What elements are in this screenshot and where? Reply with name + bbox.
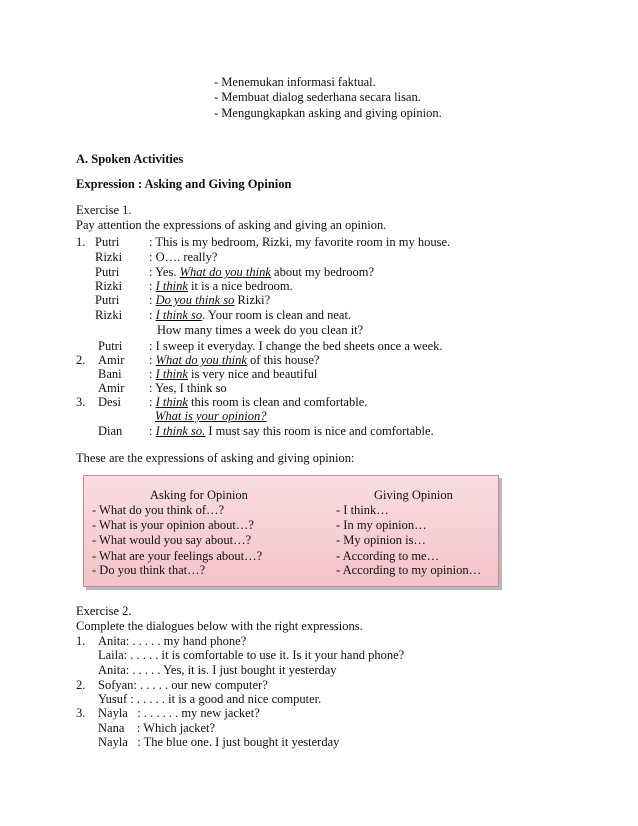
speaker-name: Amir xyxy=(98,381,125,395)
exercise2-instruction: Complete the dialogues below with the right expressions. xyxy=(76,619,363,633)
giving-header: Giving Opinion xyxy=(374,488,453,502)
dialog-line xyxy=(155,409,266,423)
speaker-name: Dian xyxy=(98,424,123,438)
speaker-name: Bani xyxy=(98,367,122,381)
ex2-line: Nayla : . . . . . . my new jacket? xyxy=(98,706,260,720)
asking-item: - What are your feelings about…? xyxy=(92,549,263,563)
exercise1-title: Exercise 1. xyxy=(76,203,132,217)
speaker-name: Amir xyxy=(98,353,125,367)
ex2-line: Anita: . . . . . Yes, it is. I just bought it yesterday xyxy=(98,663,337,677)
dialog-line: : This is my bedroom, Rizki, my favorite room in my house. xyxy=(149,235,451,249)
ex2-line: Laila: . . . . . it is comfortable to use it. Is it your hand phone? xyxy=(98,648,405,662)
speaker-name: Putri xyxy=(98,339,123,353)
dialog-line: : I think so. I must say this room is nice and comfortable. xyxy=(149,424,434,438)
expressions-table xyxy=(83,475,499,587)
expression-title: Expression : Asking and Giving Opinion xyxy=(76,177,292,191)
objective-1: - Menemukan informasi faktual. xyxy=(214,75,376,89)
expression-highlight: I think so xyxy=(155,308,203,322)
expression-highlight: What do you think xyxy=(155,353,247,367)
expression-highlight: What do you think xyxy=(179,265,271,279)
ex2-dialog2-number: 2. xyxy=(76,678,86,692)
speaker-name: Desi xyxy=(98,395,121,409)
dialog1-number: 1. xyxy=(76,235,86,249)
dialog-line: : I think so. Your room is clean and neat. xyxy=(149,308,352,322)
expressions-intro: These are the expressions of asking and giving opinion: xyxy=(76,451,355,465)
asking-item: - What would you say about…? xyxy=(92,533,252,547)
speaker-name: Putri xyxy=(95,293,120,307)
ex2-line: Anita: . . . . . my hand phone? xyxy=(98,634,247,648)
ex2-line: Sofyan: . . . . . our new computer? xyxy=(98,678,268,692)
expression-highlight: I think xyxy=(155,395,188,409)
asking-header: Asking for Opinion xyxy=(150,488,248,502)
ex2-line: Nana : Which jacket? xyxy=(98,721,216,735)
dialog2-number: 2. xyxy=(76,353,86,367)
speaker-name: Rizki xyxy=(95,308,123,322)
dialog-line: : I think this room is clean and comfortable. xyxy=(149,395,368,409)
dialog-line: : O…. really? xyxy=(149,250,218,264)
speaker-name: Putri xyxy=(95,265,120,279)
speaker-name: Rizki xyxy=(95,279,123,293)
expression-highlight: I think xyxy=(155,279,188,293)
exercise2-title: Exercise 2. xyxy=(76,604,132,618)
expression-highlight: Do you think so xyxy=(155,293,235,307)
objective-3: - Mengungkapkan asking and giving opinion. xyxy=(214,106,442,120)
giving-item: - According to my opinion… xyxy=(336,563,482,577)
section-title: A. Spoken Activities xyxy=(76,152,184,166)
speaker-name: Putri xyxy=(95,235,120,249)
dialog-line: : What do you think of this house? xyxy=(149,353,320,367)
ex2-line: Yusuf : . . . . . it is a good and nice computer. xyxy=(98,692,322,706)
ex2-dialog3-number: 3. xyxy=(76,706,86,720)
asking-item: - What do you think of…? xyxy=(92,503,225,517)
dialog-line: How many times a week do you clean it? xyxy=(157,323,364,337)
giving-item: - According to me… xyxy=(336,549,440,563)
giving-item: - I think… xyxy=(336,503,389,517)
exercise1-instruction: Pay attention the expressions of asking and giving an opinion. xyxy=(76,218,387,232)
speaker-name: Rizki xyxy=(95,250,123,264)
dialog-line: : Yes, I think so xyxy=(149,381,227,395)
expression-highlight: What is your opinion? xyxy=(155,409,267,423)
expression-highlight: I think xyxy=(155,367,188,381)
ex2-dialog1-number: 1. xyxy=(76,634,86,648)
dialog-line: : Do you think so Rizki? xyxy=(149,293,271,307)
asking-item: - What is your opinion about…? xyxy=(92,518,254,532)
asking-item: - Do you think that…? xyxy=(92,563,206,577)
dialog-line: : I think it is a nice bedroom. xyxy=(149,279,293,293)
dialog3-number: 3. xyxy=(76,395,86,409)
dialog-line: : I think is very nice and beautiful xyxy=(149,367,318,381)
objective-2: - Membuat dialog sederhana secara lisan. xyxy=(214,90,421,104)
dialog-line: : Yes. What do you think about my bedroom? xyxy=(149,265,374,279)
expression-highlight: I think so. xyxy=(155,424,206,438)
giving-item: - In my opinion… xyxy=(336,518,427,532)
giving-item: - My opinion is… xyxy=(336,533,426,547)
ex2-line: Nayla : The blue one. I just bought it yesterday xyxy=(98,735,340,749)
dialog-line: : I sweep it everyday. I change the bed sheets once a week. xyxy=(149,339,443,353)
